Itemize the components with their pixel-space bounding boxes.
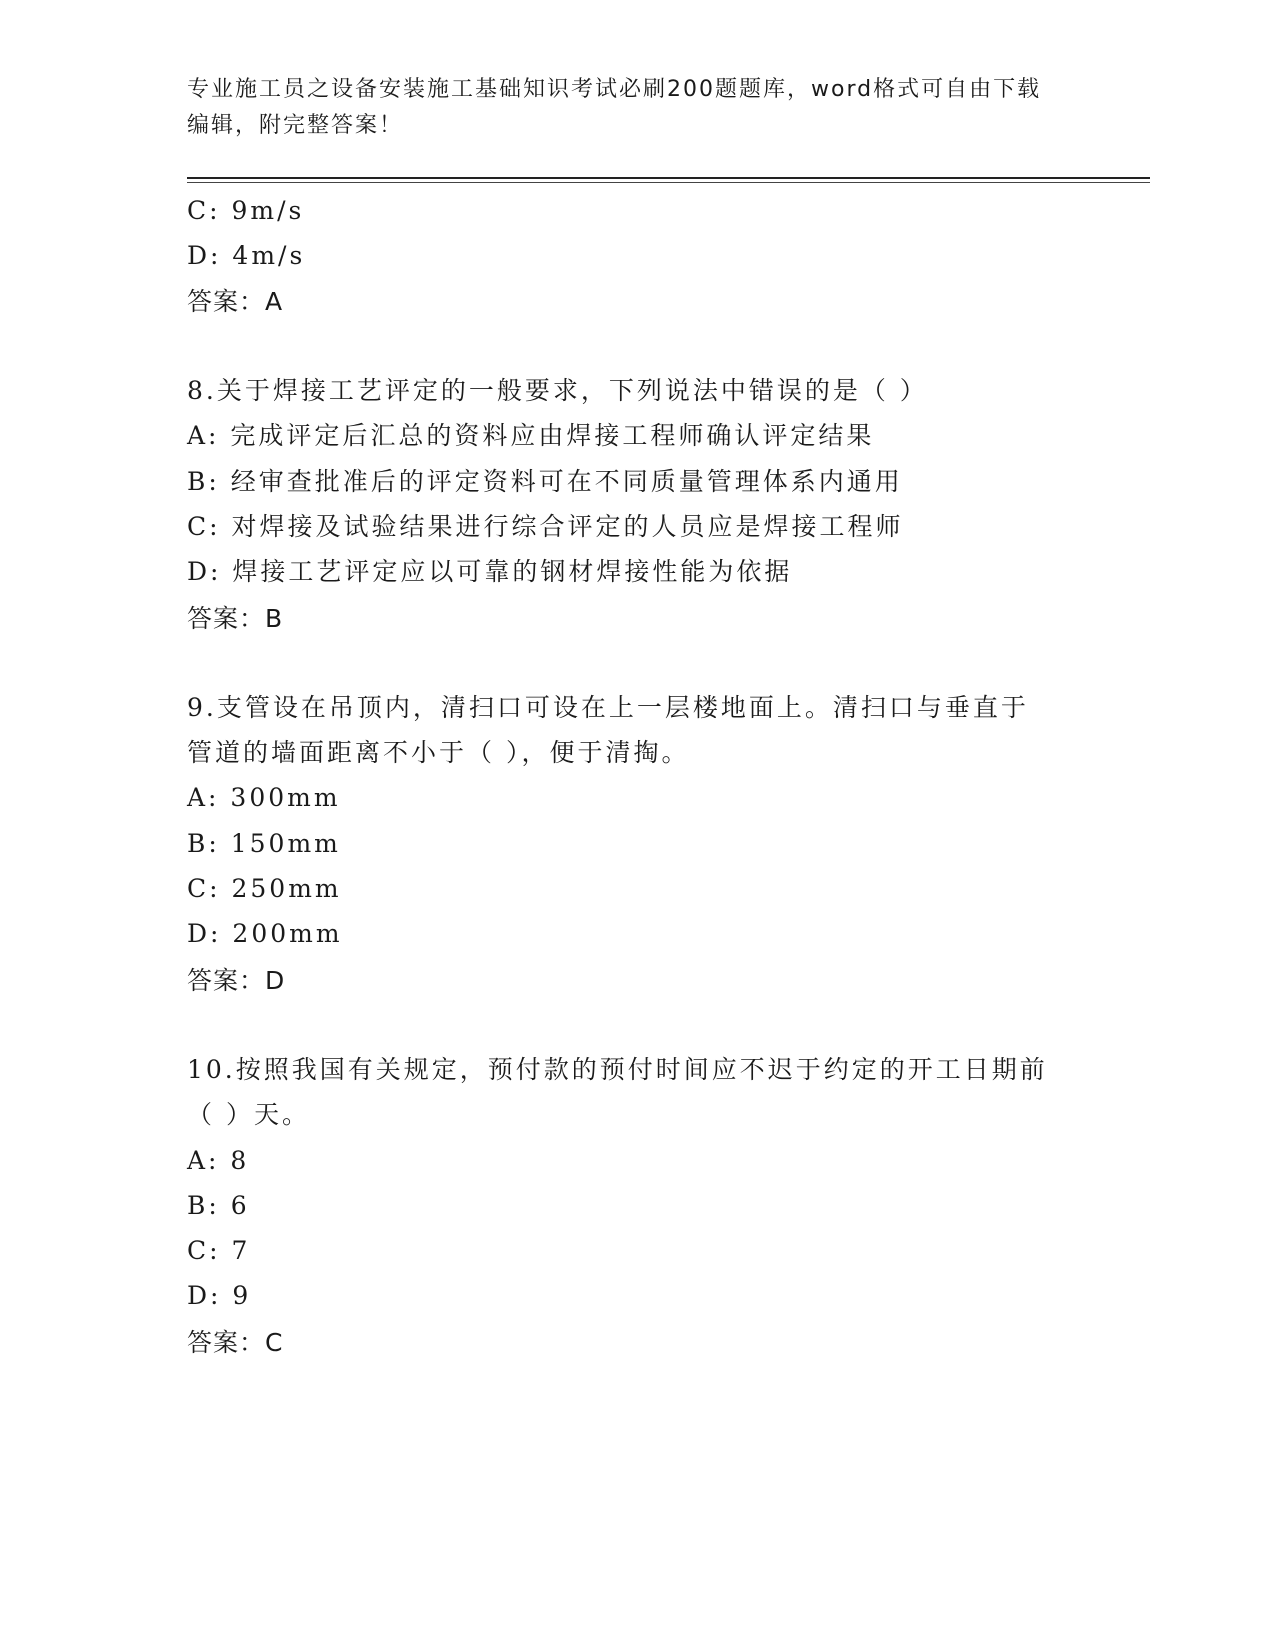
q8-question: 8.关于焊接工艺评定的一般要求，下列说法中错误的是（ ） xyxy=(187,376,928,405)
q9-option-c: C: 250mm xyxy=(187,874,342,903)
header-divider-thin xyxy=(187,182,1150,183)
q8-option-a: A: 完成评定后汇总的资料应由焊接工程师确认评定结果 xyxy=(187,421,875,450)
q7-answer: 答案：A xyxy=(187,287,284,316)
q9-option-b: B: 150mm xyxy=(187,829,341,858)
q10-option-c: C: 7 xyxy=(187,1236,251,1265)
q7-option-c: C: 9m/s xyxy=(187,196,305,225)
q9-answer: 答案：D xyxy=(187,966,286,995)
header-divider-thick xyxy=(187,177,1150,179)
q7-option-d: D: 4m/s xyxy=(187,241,306,270)
q8-option-b: B: 经审查批准后的评定资料可在不同质量管理体系内通用 xyxy=(187,467,903,496)
q10-question-line-1: 10.按照我国有关规定，预付款的预付时间应不迟于约定的开工日期前 xyxy=(187,1055,1048,1084)
q10-option-b: B: 6 xyxy=(187,1191,250,1220)
q9-option-a: A: 300mm xyxy=(187,783,341,812)
q10-option-d: D: 9 xyxy=(187,1281,252,1310)
q9-option-d: D: 200mm xyxy=(187,919,343,948)
q10-answer: 答案：C xyxy=(187,1328,284,1357)
header-title-line-1: 专业施工员之设备安装施工基础知识考试必刷200题题库，word格式可自由下载 xyxy=(187,77,1042,102)
q10-question-line-2: （ ）天。 xyxy=(187,1100,310,1129)
q8-answer: 答案：B xyxy=(187,604,284,633)
header-title-line-2: 编辑，附完整答案！ xyxy=(187,113,404,138)
q8-option-c: C: 对焊接及试验结果进行综合评定的人员应是焊接工程师 xyxy=(187,512,904,541)
q10-option-a: A: 8 xyxy=(187,1146,250,1175)
q8-option-d: D: 焊接工艺评定应以可靠的钢材焊接性能为依据 xyxy=(187,557,793,586)
document-header xyxy=(187,72,1087,144)
q9-question-line-1: 9.支管设在吊顶内，清扫口可设在上一层楼地面上。清扫口与垂直于 xyxy=(187,693,1029,722)
q9-question-line-2: 管道的墙面距离不小于（ ），便于清掏。 xyxy=(187,738,690,767)
